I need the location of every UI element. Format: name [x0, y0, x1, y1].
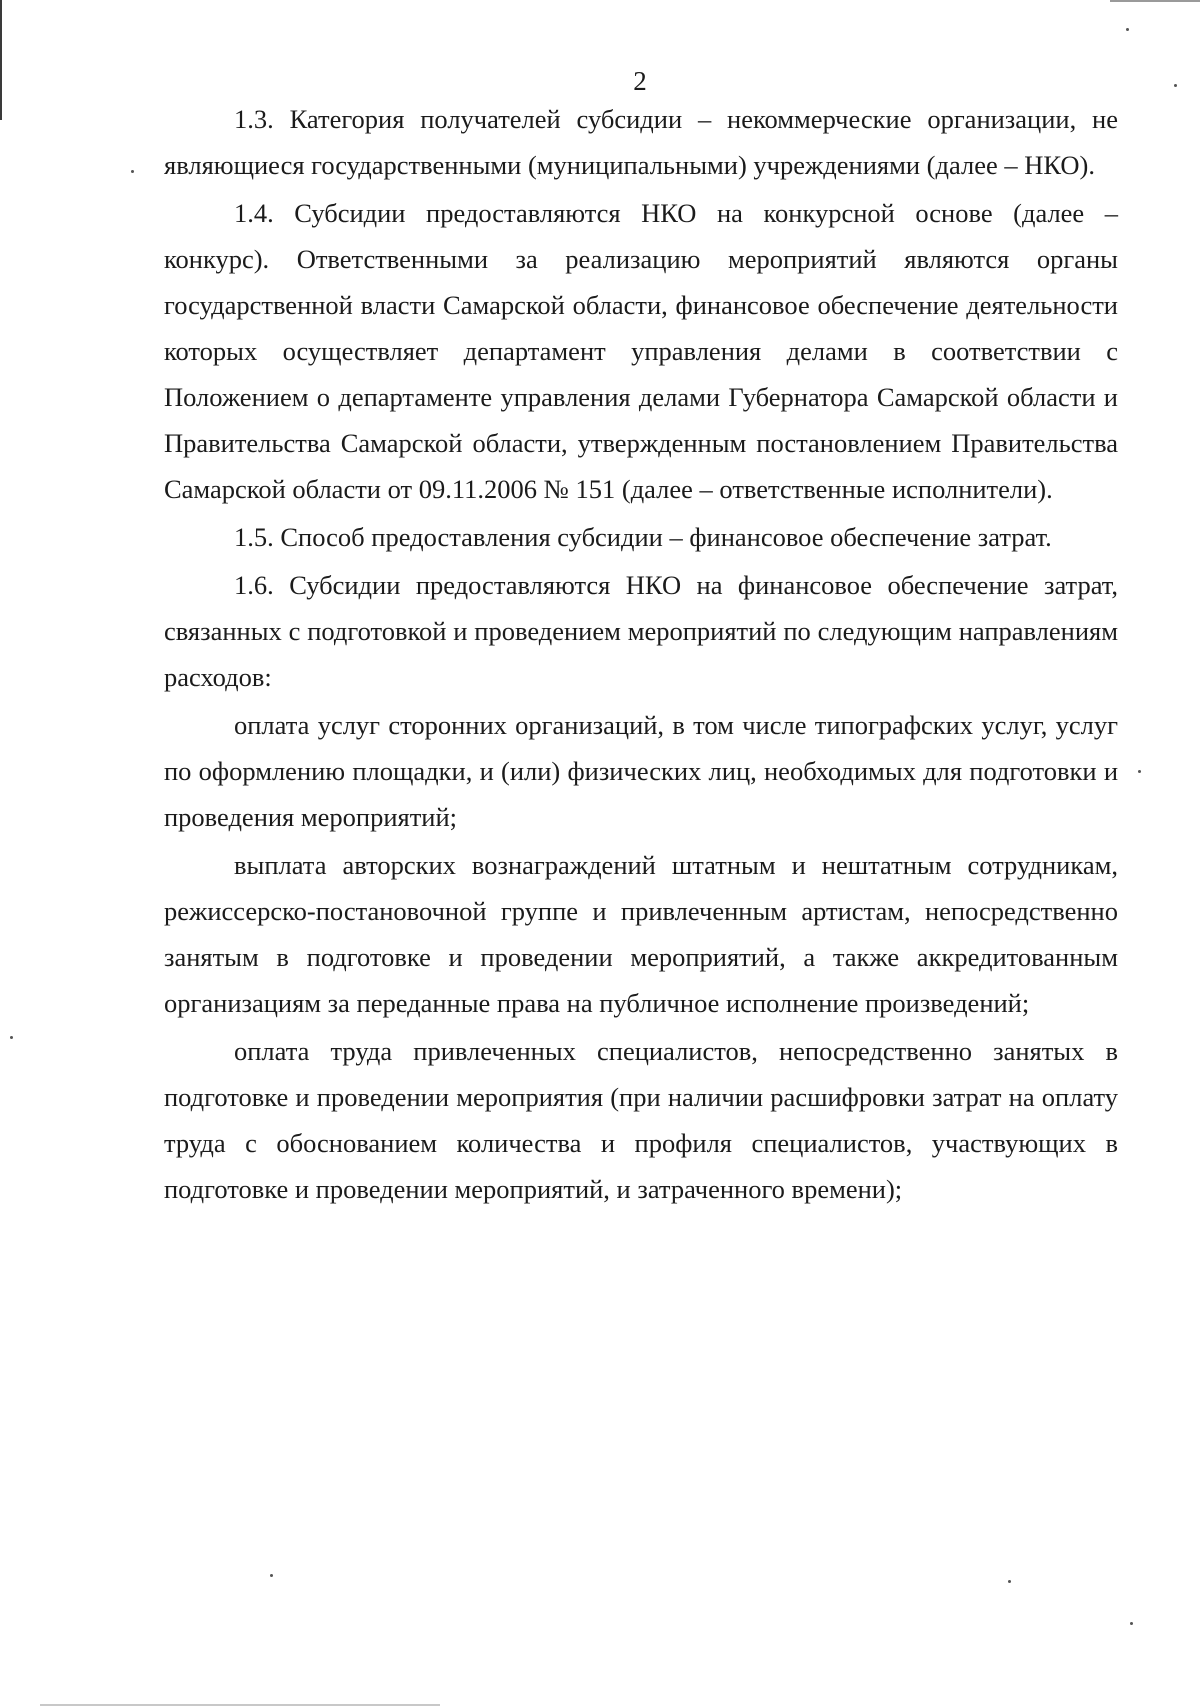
scan-speck — [131, 170, 134, 173]
scan-edge-top — [1110, 0, 1200, 2]
expense-item-services: оплата услуг сторонних организаций, в том числе типографских услуг, услуг по оформлению площадки, и (или) физических лиц, необходимых для подготовки и проведения мероприятий; — [164, 710, 1118, 832]
document-body — [164, 96, 1118, 1214]
scan-speck — [270, 1574, 273, 1577]
paragraph-1-3: 1.3. Категория получателей субсидии – некоммерческие организации, не являющиеся государственными (муниципальными) учреждениями (далее – НКО). — [164, 104, 1118, 180]
paragraph-1-6: 1.6. Субсидии предоставляются НКО на финансовое обеспечение затрат, связанных с подготовкой и проведением мероприятий по следующим направлениям расходов: — [164, 570, 1118, 692]
scan-edge-left — [0, 0, 2, 120]
page-number: 2 — [633, 66, 647, 96]
expense-item-labor: оплата труда привлеченных специалистов, непосредственно занятых в подготовке и проведении мероприятия (при наличии расшифровки затрат на оплату труда с обоснованием количества и профиля специалистов, участвующих в подготовке и проведении мероприятий, и затраченного времени); — [164, 1036, 1118, 1204]
scan-speck — [1126, 28, 1129, 31]
scan-speck — [1130, 1622, 1133, 1625]
expense-item-royalties: выплата авторских вознаграждений штатным и нештатным сотрудникам, режиссерско-постановочной группе и привлеченным артистам, непосредственно занятым в подготовке и проведении мероприятий, а также аккредитованным организациям за переданные права на публичное исполнение произведений; — [164, 850, 1118, 1018]
scan-speck — [10, 1036, 13, 1039]
scan-edge-bottom — [40, 1704, 440, 1706]
scan-speck — [1008, 1580, 1011, 1583]
paragraph-1-5: 1.5. Способ предоставления субсидии – финансовое обеспечение затрат. — [234, 522, 1052, 552]
paragraph-1-4: 1.4. Субсидии предоставляются НКО на конкурсной основе (далее – конкурс). Ответственными за реализацию мероприятий являются органы государственной власти Самарской области, финансовое обеспечение деятельности которых осуществляет департамент управления делами в соответствии с Положением о департаменте управления делами Губернатора Самарской области и Правительства Самарской области, утвержденным постановлением Правительства Самарской области от 09.11.2006 № 151 (далее – ответственные исполнители). — [164, 198, 1118, 504]
scan-speck — [1138, 770, 1141, 773]
